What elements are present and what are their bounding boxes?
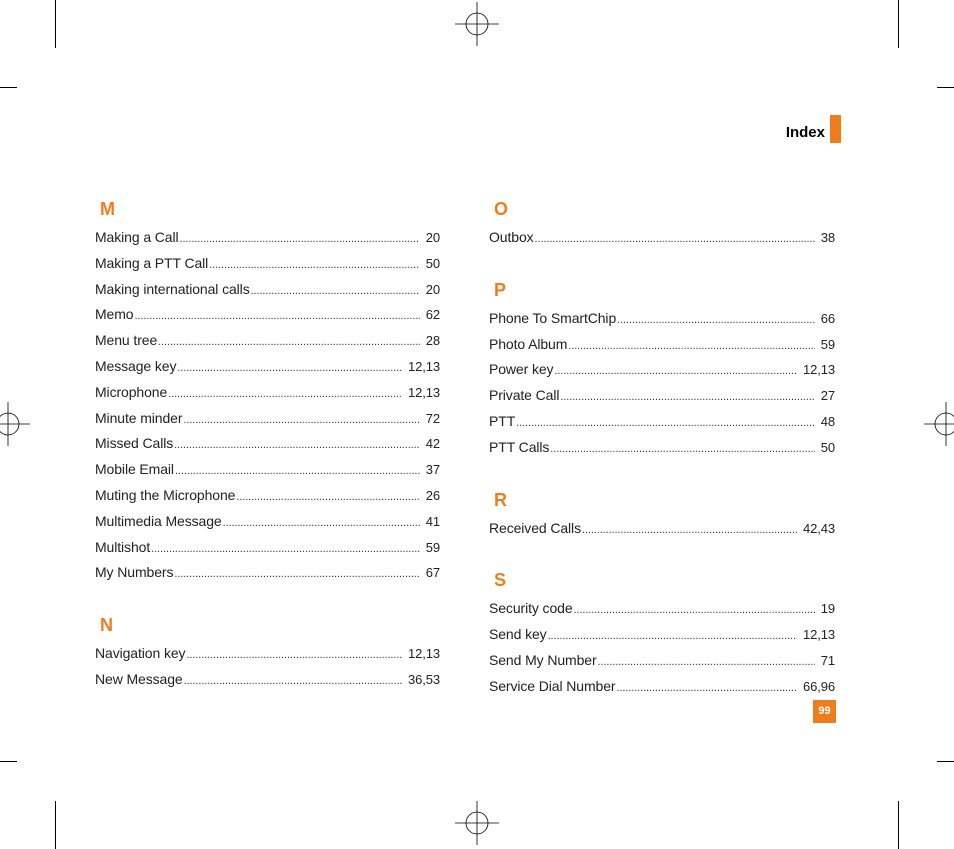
dot-leader: [550, 443, 814, 455]
index-entry: [489, 652, 835, 678]
index-entry-page: 12,13: [802, 362, 835, 378]
index-section-letter: M: [100, 199, 115, 219]
index-entry: [95, 306, 440, 332]
index-entry-page: 37: [425, 462, 440, 478]
index-entry-label: Making international calls: [95, 280, 250, 297]
index-entry-page: 38: [820, 230, 835, 245]
index-entry-label: Photo Album: [489, 335, 568, 352]
crop-mark: [898, 0, 899, 48]
registration-mark-icon: [455, 2, 499, 46]
dot-leader: [568, 340, 814, 352]
index-entry-page: 50: [820, 439, 835, 455]
index-entry-label: PTT Calls: [489, 438, 550, 455]
index-entry: [95, 671, 440, 697]
index-entry: [489, 600, 835, 626]
dot-leader: [598, 656, 815, 668]
dot-leader: [548, 630, 797, 642]
index-entry-page: 62: [425, 307, 440, 323]
dot-leader: [186, 649, 402, 661]
index-entry: [95, 410, 440, 436]
dot-leader: [560, 391, 814, 403]
page-header-title: Index: [785, 124, 825, 141]
index-entry-label: Message key: [95, 357, 177, 374]
index-entry-page: 48: [820, 413, 835, 429]
crop-mark: [55, 0, 56, 48]
index-entry: [95, 564, 440, 590]
index-section-letter: R: [494, 489, 507, 510]
index-entry-page: 71: [820, 652, 835, 668]
section-gap: [95, 590, 440, 612]
index-entry-page: 67: [425, 565, 440, 581]
dot-leader: [151, 543, 420, 555]
index-entry: [489, 387, 835, 413]
index-entry-label: Multimedia Message: [95, 512, 222, 529]
index-entry: [489, 439, 835, 465]
crop-mark: [0, 761, 17, 762]
index-entry-label: Menu tree: [95, 332, 158, 349]
dot-leader: [516, 417, 815, 429]
index-entry-label: Missed Calls: [95, 435, 174, 452]
dot-leader: [180, 233, 420, 245]
dot-leader: [174, 439, 420, 451]
index-section-letter: N: [100, 615, 113, 636]
index-entry-page: 36,53: [407, 671, 440, 687]
index-entry-label: My Numbers: [95, 564, 174, 581]
index-section-letter: S: [494, 570, 507, 591]
section-gap: [489, 545, 835, 567]
dot-leader: [168, 388, 402, 400]
index-entry-label: Minute minder: [95, 409, 183, 426]
dot-leader: [209, 259, 420, 271]
index-entry-label: New Message: [95, 670, 183, 687]
index-entry-page: 42: [425, 436, 440, 452]
index-entry-label: Send My Number: [489, 651, 597, 668]
index-entry-label: Making a PTT Call: [95, 254, 209, 271]
index-entry-label: Outbox: [489, 229, 534, 245]
index-entry-page: 19: [820, 601, 835, 617]
index-entry: [95, 255, 440, 281]
index-entry: [95, 461, 440, 487]
index-entry-label: Microphone: [95, 383, 168, 400]
index-entry: [95, 435, 440, 461]
dot-leader: [183, 414, 419, 426]
index-entry-page: 12,13: [802, 627, 835, 643]
index-entry-label: Navigation key: [95, 645, 186, 662]
index-entry-page: 42,43: [802, 520, 835, 536]
index-entry: [95, 513, 440, 539]
dot-leader: [177, 362, 402, 374]
index-entry-page: 66,96: [802, 678, 835, 694]
index-entry-page: 20: [425, 230, 440, 245]
index-entry: [95, 487, 440, 513]
dot-leader: [184, 675, 402, 687]
index-entry: [489, 361, 835, 387]
header-accent-tab: [830, 115, 841, 143]
index-entry-label: Multishot: [95, 538, 151, 555]
index-entry-label: Received Calls: [489, 519, 581, 536]
crop-mark: [0, 87, 17, 88]
index-entry-label: Send key: [489, 626, 547, 643]
index-entry-page: 50: [425, 255, 440, 271]
index-entry-label: Service Dial Number: [489, 677, 616, 694]
crop-mark: [937, 761, 954, 762]
index-entry-page: 27: [820, 388, 835, 404]
dot-leader: [617, 314, 815, 326]
registration-mark-icon: [924, 402, 954, 446]
dot-leader: [574, 604, 815, 616]
dot-leader: [135, 310, 420, 322]
crop-mark: [937, 87, 954, 88]
page-number-badge: 99: [813, 700, 836, 723]
index-column-right: [489, 196, 835, 704]
index-entry-page: 72: [425, 410, 440, 426]
index-entry-page: 12,13: [407, 646, 440, 662]
index-entry: [95, 384, 440, 410]
index-entry-page: 66: [820, 310, 835, 326]
index-entry-label: Mobile Email: [95, 461, 174, 478]
index-entry-page: 41: [425, 513, 440, 529]
dot-leader: [236, 491, 419, 503]
index-entry-label: Private Call: [489, 387, 560, 404]
index-entry-label: Memo: [95, 306, 134, 323]
index-entry: [95, 539, 440, 565]
index-entry: [489, 336, 835, 362]
index-entry-label: Making a Call: [95, 229, 179, 245]
index-entry: [95, 281, 440, 307]
index-entry-page: 59: [425, 539, 440, 555]
index-entry: [95, 645, 440, 671]
index-entry: [95, 229, 440, 255]
dot-leader: [554, 365, 796, 377]
dot-leader: [616, 682, 796, 694]
index-entry-page: 20: [425, 281, 440, 297]
index-entry: [95, 332, 440, 358]
dot-leader: [174, 568, 419, 580]
index-entry-page: 28: [425, 333, 440, 349]
dot-leader: [535, 233, 815, 245]
dot-leader: [158, 336, 420, 348]
index-entry: [95, 358, 440, 384]
dot-leader: [223, 517, 420, 529]
index-entry-label: PTT: [489, 412, 516, 429]
index-entry-page: 12,13: [407, 358, 440, 374]
index-entry-page: 59: [820, 336, 835, 352]
index-entry-label: Security code: [489, 600, 573, 617]
section-gap: [489, 255, 835, 277]
index-entry-page: 26: [425, 487, 440, 503]
crop-mark: [898, 801, 899, 849]
index-entry-label: Phone To SmartChip: [489, 309, 617, 326]
dot-leader: [175, 465, 420, 477]
index-column-left: [95, 196, 440, 697]
index-entry: [489, 413, 835, 439]
registration-mark-icon: [455, 801, 499, 845]
index-entry: [489, 678, 835, 704]
dot-leader: [582, 524, 797, 536]
index-entry-page: 12,13: [407, 384, 440, 400]
dot-leader: [251, 285, 420, 297]
index-section-letter: P: [494, 279, 507, 300]
index-entry: [489, 310, 835, 336]
registration-mark-icon: [0, 402, 30, 446]
section-gap: [489, 465, 835, 487]
index-entry: [489, 229, 835, 255]
index-entry-label: Muting the Microphone: [95, 486, 236, 503]
index-entry-label: Power key: [489, 361, 554, 378]
crop-mark: [55, 801, 56, 849]
index-entry: [489, 626, 835, 652]
index-entry: [489, 520, 835, 546]
index-section-letter: O: [494, 199, 509, 219]
